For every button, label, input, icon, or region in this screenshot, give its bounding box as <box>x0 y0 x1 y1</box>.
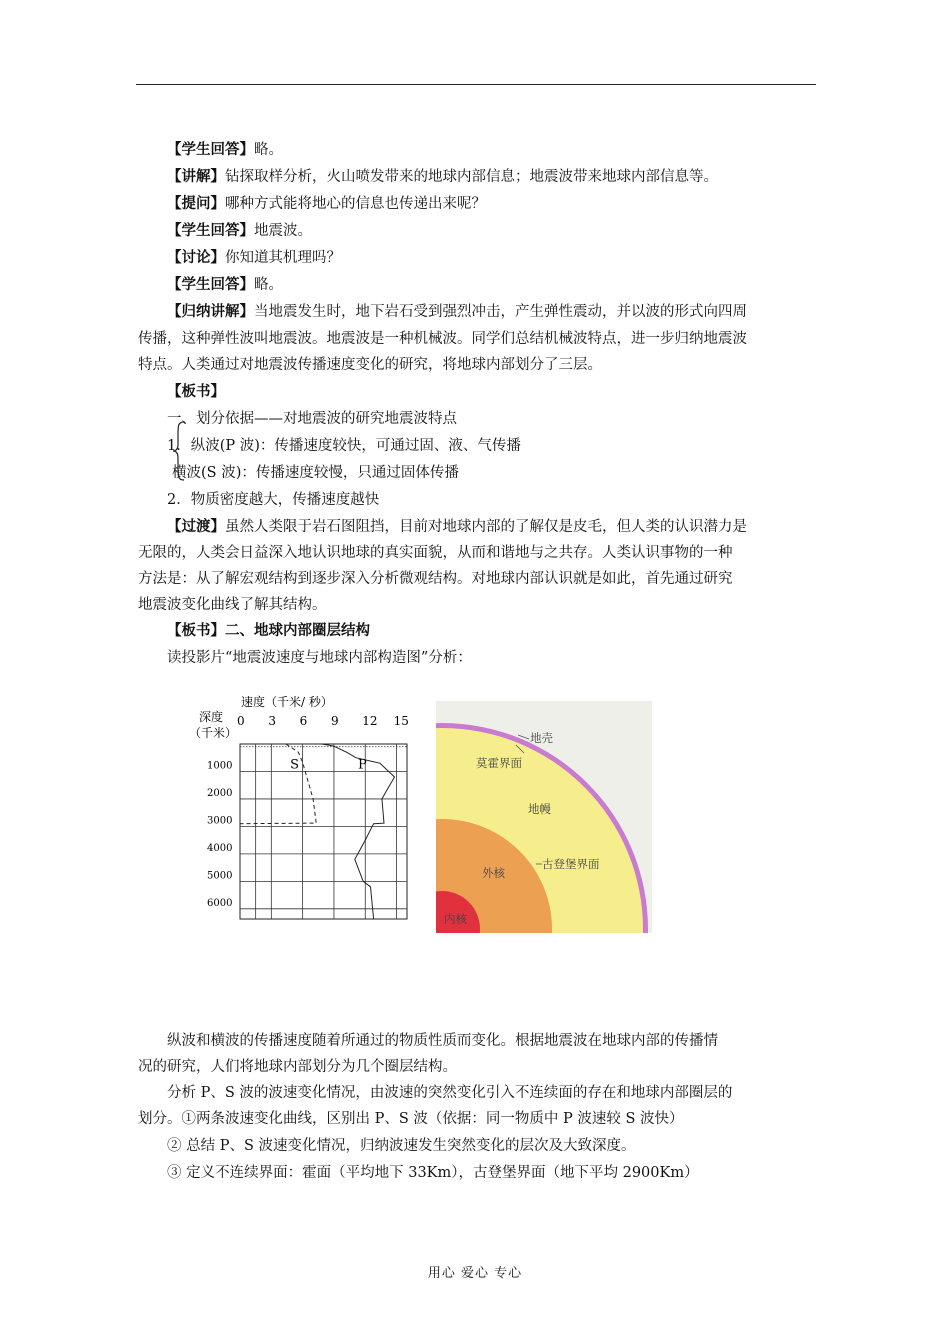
board-line: 2．物质密度越大，传播速度越快 <box>167 492 380 508</box>
x-tick-label: 15 <box>393 714 409 728</box>
earth-structure-diagram <box>436 701 652 933</box>
y-tick-label: 3000 <box>207 815 233 827</box>
chart-ylabel: 深度 <box>199 710 224 724</box>
board-heading: 【板书】二、地球内部圈层结构 <box>167 622 370 639</box>
para-line: ② 总结 P、S 波速变化情况，归纳波速发生突然变化的层次及大致深度。 <box>167 1138 636 1154</box>
board-heading: 【板书】 <box>167 383 225 400</box>
y-tick-label: 5000 <box>207 870 233 882</box>
para-line: 分析 P、S 波的波速变化情况，由波速的突然变化引入不连续面的存在和地球内部圈层的 <box>167 1085 733 1101</box>
chart-frame <box>240 744 407 919</box>
seismic-wave-chart <box>185 690 415 925</box>
transition-line: 地震波变化曲线了解其结构。 <box>138 597 327 613</box>
x-tick-label: 0 <box>237 714 245 728</box>
label-inner-core: 内核 <box>444 912 467 926</box>
qa-line: 【讲解】钻探取样分析，火山喷发带来的地球内部信息；地震波带来地球内部信息等。 <box>167 168 718 185</box>
transition-line: 【过渡】虽然人类限于岩石图阻挡，目前对地球内部的了解仅是皮毛，但人类的认识潜力是 <box>167 518 747 535</box>
page-footer: 用心 爱心 专心 <box>427 1266 523 1281</box>
para-line: ③ 定义不连续界面：霍面（平均地下 33Km），古登堡界面（地下平均 2900Km） <box>167 1165 699 1181</box>
series-line-s <box>240 744 316 824</box>
x-tick-label: 3 <box>268 714 276 728</box>
summary-line: 特点。人类通过对地震波传播速度变化的研究，将地球内部划分了三层。 <box>138 357 602 373</box>
x-tick-label: 9 <box>330 714 339 728</box>
para-line: 划分。①两条波速变化曲线，区别出 P、S 波（依据：同一物质中 P 波速较 S 波快） <box>138 1111 684 1127</box>
transition-line: 方法是：从了解宏观结构到逐步深入分析微观结构。对地球内部认识就是如此，首先通过研究 <box>138 571 733 587</box>
y-tick-label: 2000 <box>207 787 233 799</box>
label-crust: 地壳 <box>530 731 553 745</box>
summary-line: 【归纳讲解】当地震发生时，地下岩石受到强烈冲击，产生弹性震动，并以波的形式向四周 <box>167 303 747 320</box>
qa-line: 【学生回答】略。 <box>167 141 283 158</box>
qa-line: 【学生回答】地震波。 <box>167 222 312 239</box>
y-tick-label: 1000 <box>207 760 233 772</box>
x-tick-label: 6 <box>299 714 308 728</box>
qa-line: 【讨论】你知道其机理吗？ <box>167 249 341 266</box>
label-mantle: 地幔 <box>528 802 551 816</box>
transition-line: 无限的，人类会日益深入地认识地球的真实面貌，从而和谐地与之共存。人类认识事物的一种 <box>138 545 733 561</box>
label-gutenberg: 古登堡界面 <box>542 857 600 871</box>
series-label-s: S <box>290 757 300 773</box>
board-line: 一、划分依据——对地震波的研究地震波特点 <box>167 411 457 427</box>
chart-ylabel: （千米） <box>189 726 238 740</box>
y-tick-label: 4000 <box>207 842 233 854</box>
summary-line: 传播，这种弹性波叫地震波。地震波是一种机械波。同学们总结机械波特点，进一步归纳地震波 <box>138 331 747 347</box>
header-rule <box>136 84 816 85</box>
label-outer-core: 外核 <box>482 866 505 880</box>
board-line: 1．纵波(P 波)：传播速度较快，可通过固、液、气传播 <box>167 438 521 454</box>
x-tick-label: 12 <box>362 714 378 728</box>
chart-xlabel: 速度（千米/ 秒） <box>241 695 333 709</box>
y-tick-label: 6000 <box>207 897 233 909</box>
board-line: 读投影片“地震波速度与地球内部构造图”分析： <box>167 650 472 666</box>
para-line: 纵波和横波的传播速度随着所通过的物质性质而变化。根据地震波在地球内部的传播情 <box>167 1033 718 1049</box>
qa-line: 【学生回答】略。 <box>167 276 283 293</box>
qa-line: 【提问】哪种方式能将地心的信息也传递出来呢？ <box>167 195 486 212</box>
board-line: 横波(S 波)：传播速度较慢，只通过固体传播 <box>172 465 459 481</box>
label-moho: 莫霍界面 <box>476 756 522 770</box>
series-label-p: P <box>357 757 367 773</box>
para-line: 况的研究，人们将地球内部划分为几个圈层结构。 <box>138 1059 457 1075</box>
